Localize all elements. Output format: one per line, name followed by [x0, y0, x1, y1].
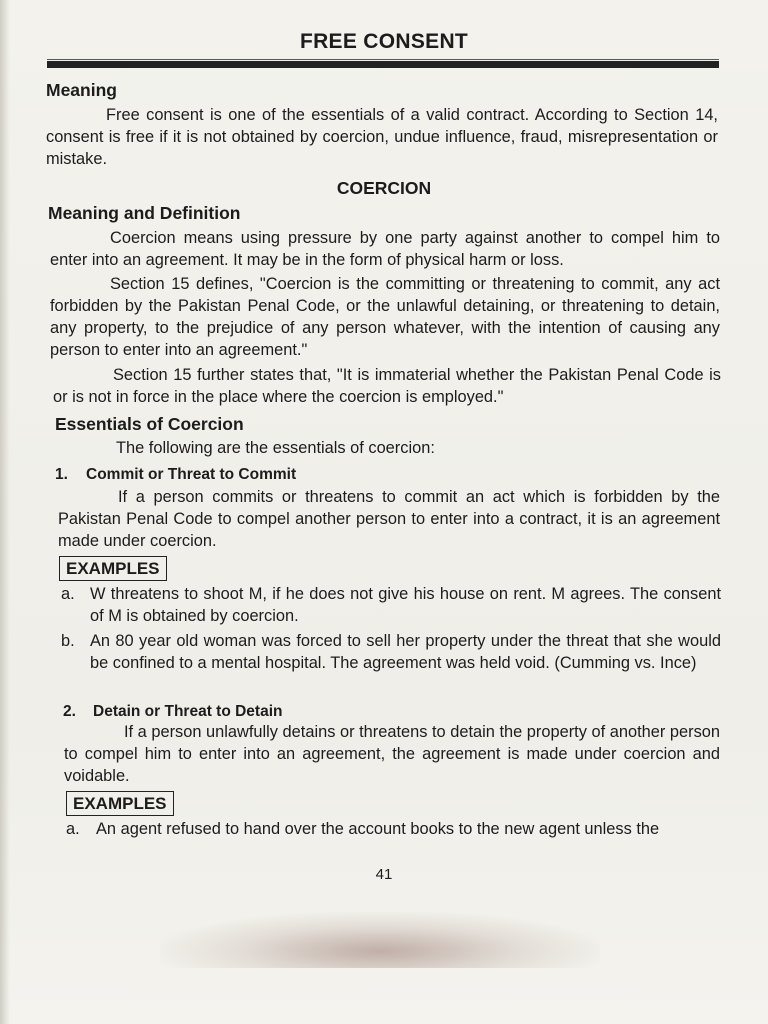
example-text: An 80 year old woman was forced to sell her property under the threat that she would be confined to a mental hospital. The agreement was held void. (Cumming vs. Ince) — [90, 632, 721, 672]
item-2-paragraph: If a person unlawfully detains or threatens to detain the property of another person to compel him to enter into an agreement, the agreement is made under coercion and voidable. — [64, 723, 720, 785]
coercion-paragraph-1: Coercion means using pressure by one party against another to compel him to enter into an agreement. It may be in the form of physical harm or loss. — [50, 229, 720, 269]
item-2-example-a — [66, 818, 722, 840]
coercion-paragraph-3: Section 15 further states that, "It is immaterial whether the Pakistan Penal Code is or is not in force in the place where the coercion is employed." — [53, 366, 721, 406]
title-rule-thin — [47, 59, 719, 60]
example-text: An agent refused to hand over the account books to the new agent unless the — [96, 820, 660, 838]
essentials-intro: The following are the essentials of coercion: — [116, 439, 435, 457]
coercion-paragraph-2: Section 15 defines, "Coercion is the committing or threatening to commit, any act forbidden by the Pakistan Penal Code, or the unlawful detaining, or threatening to detain, any property, to the prejudice of any person whatever, with the intention of causing any person to enter into an agreement." — [50, 275, 720, 359]
item-2-examples-label: EXAMPLES — [66, 791, 174, 816]
page-number: 41 — [375, 866, 393, 883]
item-1-examples-label: EXAMPLES — [59, 556, 167, 581]
item-1-example-b — [61, 630, 721, 696]
title-rule — [47, 61, 719, 68]
item-1-heading: Commit or Threat to Commit — [86, 466, 297, 483]
definition-heading: Meaning and Definition — [48, 203, 241, 223]
essentials-heading: Essentials of Coercion — [55, 414, 244, 434]
item-1-paragraph: If a person commits or threatens to commit an act which is forbidden by the Pakistan Penal Code to compel another person to enter into a contract, it is an agreement made under coercion. — [58, 488, 720, 550]
item-2-heading: Detain or Threat to Detain — [93, 703, 283, 720]
item-1-number: 1. — [55, 466, 68, 483]
scan-smudge — [160, 912, 600, 968]
meaning-heading: Meaning — [46, 80, 117, 100]
item-2-number: 2. — [63, 703, 76, 720]
example-marker: b. — [61, 632, 75, 650]
meaning-paragraph: Free consent is one of the essentials of a valid contract. According to Section 14, consent is free if it is not obtained by coercion, undue influence, fraud, misrepresentation or mistake. — [46, 106, 718, 168]
example-text: W threatens to shoot M, if he does not give his house on rent. M agrees. The consent of M is obtained by coercion. — [90, 585, 721, 625]
item-1-example-a — [61, 583, 721, 627]
example-marker: a. — [61, 585, 75, 603]
example-marker: a. — [66, 820, 80, 838]
page-title: FREE CONSENT — [299, 30, 469, 53]
coercion-heading: COERCION — [336, 178, 432, 198]
